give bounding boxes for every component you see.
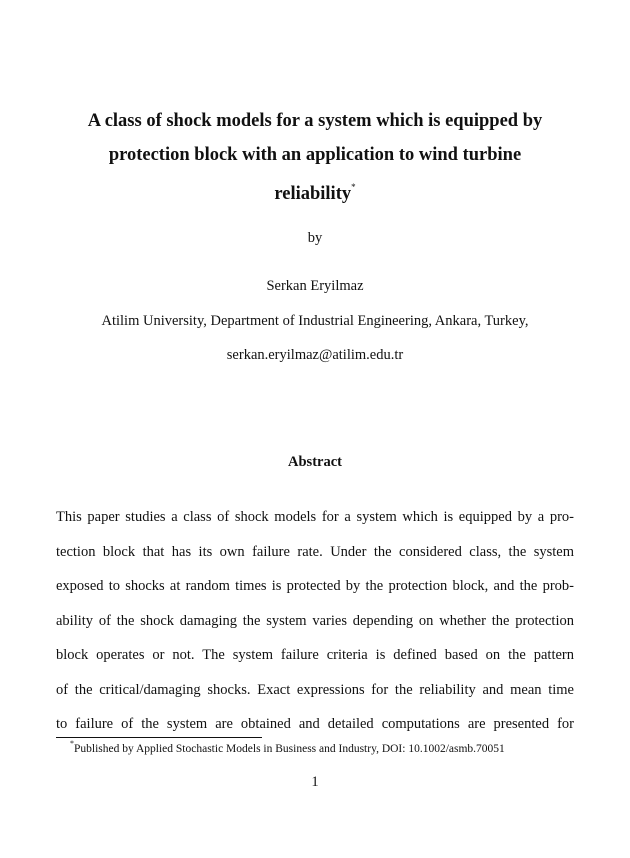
author-affiliation: Atilim University, Department of Industrial Engineering, Ankara, Turkey,: [101, 313, 529, 329]
abstract-line: ability of the shock damaging the system varies depending on whether the protection: [56, 612, 574, 629]
abstract-line: exposed to shocks at random times is protected by the protection block, and the prob-: [56, 578, 574, 594]
title-footnote-mark: *: [351, 182, 356, 192]
abstract-line: block operates or not. The system failure criteria is defined based on the pattern: [56, 647, 574, 663]
abstract-line: This paper studies a class of shock models for a system which is equipped by a pro-: [56, 509, 574, 525]
footnote-text: Published by Applied Stochastic Models in Business and Industry, DOI: 10.1002/asmb.70051: [74, 742, 505, 755]
abstract-line: tection block that has its own failure rate. Under the considered class, the system: [56, 543, 574, 560]
title-line-3-text: reliability: [274, 184, 352, 205]
footnote-mark: *: [70, 739, 74, 748]
footnote-rule: [56, 737, 262, 738]
footnote: [70, 740, 505, 755]
abstract-line: to failure of the system are obtained and detailed computations are presented for: [56, 716, 574, 732]
paper-title: [40, 104, 590, 211]
title-line-3: [40, 172, 590, 211]
by-line: by: [307, 230, 323, 246]
title-line-1: A class of shock models for a system which is equipped by: [87, 111, 543, 131]
abstract-body: [56, 500, 574, 742]
abstract-line: of the critical/damaging shocks. Exact expressions for the reliability and mean time: [56, 681, 574, 698]
author-email: serkan.eryilmaz@atilim.edu.tr: [226, 347, 404, 363]
abstract-heading: Abstract: [288, 454, 342, 470]
author-name: Serkan Eryilmaz: [266, 278, 364, 294]
title-line-2: protection block with an application to wind turbine: [108, 145, 522, 165]
page-number: 1: [311, 774, 319, 790]
